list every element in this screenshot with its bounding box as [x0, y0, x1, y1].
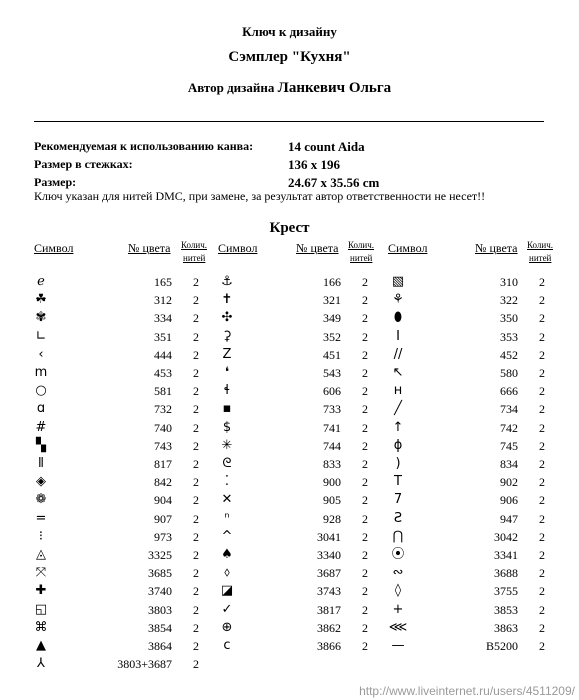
color-number: 666 — [500, 384, 518, 399]
circle-dot-icon: ⦿ — [391, 547, 405, 562]
chevrons-left-icon: ⋘ — [388, 619, 408, 635]
plus-icon: + — [392, 601, 404, 617]
color-number: 907 — [154, 511, 172, 526]
color-number: 3685 — [148, 566, 172, 581]
thread-count: 2 — [362, 584, 368, 599]
angle-left-icon: ‹ — [38, 346, 44, 362]
flower-icon: ✾ — [35, 310, 47, 326]
thread-count: 2 — [362, 420, 368, 435]
letter-i-icon: I — [396, 328, 400, 344]
thread-count: 2 — [539, 566, 545, 581]
author-name: Ланкевич Ольга — [277, 80, 392, 96]
thread-count: 2 — [362, 511, 368, 526]
color-number: 902 — [500, 475, 518, 490]
thread-count: 2 — [539, 602, 545, 617]
square-corner-icon: ◱ — [34, 601, 48, 617]
thread-count: 2 — [193, 548, 199, 562]
color-number: 834 — [500, 457, 518, 471]
color-number: 166 — [323, 275, 341, 289]
thread-count: 2 — [193, 566, 199, 581]
thread-count: 2 — [362, 275, 368, 289]
color-number: 947 — [500, 511, 518, 526]
color-number: 3042 — [494, 529, 518, 544]
color-number: 453 — [154, 366, 172, 380]
color-number: 3862 — [317, 620, 341, 635]
header-color-number: № цвета — [475, 241, 518, 255]
small-square-icon: ▪ — [222, 401, 232, 417]
color-number: 3803+3687 — [117, 657, 172, 672]
color-number: 3853 — [494, 602, 518, 617]
thread-count: 2 — [539, 475, 545, 490]
double-slash-icon: // — [393, 346, 403, 362]
thread-count: 2 — [193, 620, 199, 635]
thread-count: 2 — [193, 602, 199, 617]
script-a-icon: ɑ — [36, 401, 46, 417]
design-title: Сэмплер "Кухня" — [228, 49, 351, 65]
thread-count: 2 — [362, 402, 368, 417]
color-number: B5200 — [485, 639, 518, 653]
thread-count: 2 — [193, 402, 199, 417]
color-number: 352 — [323, 329, 341, 344]
thread-count: 2 — [193, 293, 199, 308]
stitches-value: 136 x 196 — [288, 157, 340, 172]
caret-icon: ^ — [221, 528, 233, 544]
script-e-icon: ℯ — [37, 274, 45, 289]
hash-icon: # — [35, 419, 47, 435]
thread-count: 2 — [362, 475, 368, 490]
color-number: 973 — [154, 529, 172, 544]
triangle-icon: ▲ — [36, 638, 46, 653]
thread-count: 2 — [539, 402, 545, 417]
thread-count: 2 — [193, 420, 199, 435]
color-number: 817 — [154, 457, 172, 471]
color-number: 3854 — [148, 620, 172, 635]
header-count-line2: нитей — [350, 253, 373, 263]
divider-line — [34, 121, 544, 122]
color-number: 351 — [154, 329, 172, 344]
letter-m-icon: m — [34, 365, 48, 380]
color-number: 900 — [323, 475, 341, 490]
cross-arrows-icon: ⤧ — [35, 565, 47, 581]
wave-icon: ∾ — [392, 565, 404, 581]
color-number: 732 — [154, 402, 172, 417]
diamond-in-diamond-icon: ◈ — [36, 474, 46, 490]
thread-count: 2 — [539, 293, 545, 308]
color-number: 3740 — [148, 584, 172, 599]
checker-square-icon: ▚ — [36, 437, 46, 453]
color-number: 3687 — [317, 566, 341, 581]
color-number: 3863 — [494, 620, 518, 635]
color-number: 928 — [323, 511, 341, 526]
anchor-icon: ⚓ — [221, 274, 233, 289]
color-number: 3325 — [148, 548, 172, 562]
thread-count: 2 — [362, 639, 368, 653]
small-n-icon: ⁿ — [224, 510, 230, 526]
color-number: 745 — [500, 438, 518, 453]
thread-count: 2 — [362, 620, 368, 635]
thread-count: 2 — [539, 438, 545, 453]
diamond-dot-icon: ⬨ — [224, 565, 230, 581]
color-number: 349 — [323, 311, 341, 326]
color-number: 741 — [323, 420, 341, 435]
header-color-number: № цвета — [296, 241, 339, 255]
half-square-icon: ◪ — [220, 583, 234, 599]
header-count-line2: нитей — [529, 253, 552, 263]
comma-mark-icon: ❛ — [224, 365, 230, 380]
color-number: 606 — [323, 384, 341, 399]
dotted-cross-icon: ⁝ — [38, 528, 44, 544]
thread-count: 2 — [539, 275, 545, 289]
thread-count: 2 — [362, 457, 368, 471]
command-icon: ⌘ — [34, 619, 48, 635]
corner-icon: ∟ — [35, 328, 47, 344]
thread-count: 2 — [362, 566, 368, 581]
slash-icon: ╱ — [394, 401, 402, 417]
thread-count: 2 — [193, 639, 199, 653]
dollar-icon: $ — [222, 419, 232, 435]
color-number: 543 — [323, 366, 341, 380]
color-number: 444 — [154, 347, 172, 362]
triple-bar-icon: ⦀ — [38, 456, 44, 471]
pin-drop-icon: ⚳ — [222, 328, 232, 344]
color-number: 3864 — [148, 639, 172, 653]
equals-icon: = — [35, 510, 47, 526]
header-symbol: Символ — [388, 241, 428, 255]
color-number: 905 — [323, 493, 341, 508]
thread-count: 2 — [193, 311, 199, 326]
color-number: 3341 — [494, 548, 518, 562]
diamond-outline-icon: ◊ — [394, 583, 402, 599]
thread-count: 2 — [539, 311, 545, 326]
thread-count: 2 — [539, 639, 545, 653]
paren-icon: ) — [395, 456, 401, 471]
color-number: 451 — [323, 347, 341, 362]
header-color-number: № цвета — [128, 241, 171, 255]
color-number: 334 — [154, 311, 172, 326]
thread-count: 2 — [193, 438, 199, 453]
color-number: 742 — [500, 420, 518, 435]
letter-t-icon: T — [394, 474, 402, 490]
canvas-value: 14 count Aida — [288, 139, 365, 154]
size-value: 24.67 x 35.56 cm — [288, 175, 380, 190]
thread-count: 2 — [539, 329, 545, 344]
y-shape-icon: ⅄ — [37, 656, 45, 672]
thread-count: 2 — [193, 475, 199, 490]
latin-cross-icon: ✝ — [221, 292, 233, 308]
thread-count: 2 — [193, 457, 199, 471]
two-dots-icon: ⁚ — [224, 474, 230, 490]
canvas-label: Рекомендуемая к использованию канва: — [34, 139, 254, 153]
thread-count: 2 — [362, 493, 368, 508]
four-petal-cross-icon: ✣ — [221, 310, 233, 326]
thread-count: 2 — [539, 384, 545, 399]
loop-l-icon: ɬ — [223, 383, 231, 399]
header-count-line1: Колич. — [181, 240, 208, 250]
color-number: 3688 — [494, 566, 518, 581]
thread-count: 2 — [539, 584, 545, 599]
color-number: 734 — [500, 402, 518, 417]
section-title: Крест — [269, 220, 310, 236]
key-title: Ключ к дизайну — [242, 24, 337, 39]
header-count-line1: Колич. — [527, 240, 554, 250]
triangle-dot-icon: ◬ — [36, 547, 46, 562]
gear-flower-icon: ❁ — [35, 492, 47, 508]
dmc-note: Ключ указан для нитей DMC, при замене, за результат автор ответственности не несет!! — [34, 189, 486, 203]
thread-count: 2 — [362, 366, 368, 380]
pin-arrow-icon: ↖ — [392, 365, 404, 380]
x-mark-icon: ✕ — [221, 492, 233, 508]
color-number: 904 — [154, 493, 172, 508]
color-number: 3755 — [494, 584, 518, 599]
spade-icon: ♠ — [221, 547, 233, 562]
color-number: 3803 — [148, 602, 172, 617]
thread-count: 2 — [193, 529, 199, 544]
circle-outline-icon: ○ — [35, 383, 47, 399]
thread-count: 2 — [539, 511, 545, 526]
color-number: 743 — [154, 438, 172, 453]
header-symbol: Символ — [218, 241, 258, 255]
trefoil-icon: ☘ — [35, 292, 47, 308]
thread-count: 2 — [362, 329, 368, 344]
thread-count: 2 — [193, 657, 199, 672]
thread-count: 2 — [193, 493, 199, 508]
color-number: 353 — [500, 329, 518, 344]
size-label: Размер: — [34, 175, 77, 189]
thread-count: 2 — [539, 548, 545, 562]
letter-c-icon: c — [223, 638, 231, 653]
color-number: 744 — [323, 438, 341, 453]
thread-count: 2 — [362, 548, 368, 562]
color-number: 310 — [500, 275, 518, 289]
color-number: 165 — [154, 275, 172, 289]
color-number: 833 — [323, 457, 341, 471]
color-number: 3866 — [317, 639, 341, 653]
thread-count: 2 — [539, 420, 545, 435]
thread-count: 2 — [193, 366, 199, 380]
letter-z-icon: Z — [222, 346, 232, 362]
asterisk-icon: ✳ — [221, 437, 233, 453]
thread-count: 2 — [539, 493, 545, 508]
reverse-s-icon: Ƨ — [393, 510, 403, 526]
header-count-line1: Колич. — [348, 240, 375, 250]
dash-icon: — — [391, 638, 405, 653]
color-number: 842 — [154, 475, 172, 490]
thread-count: 2 — [539, 529, 545, 544]
thread-count: 2 — [193, 347, 199, 362]
thread-count: 2 — [193, 584, 199, 599]
thread-count: 2 — [193, 384, 199, 399]
thread-count: 2 — [362, 347, 368, 362]
color-number: 906 — [500, 493, 518, 508]
thread-count: 2 — [362, 384, 368, 399]
color-number: 3817 — [317, 602, 341, 617]
phi-icon: ɸ — [393, 437, 403, 453]
seven-icon: 7 — [393, 492, 403, 508]
pill-icon: ⬮ — [393, 310, 403, 326]
thread-count: 2 — [362, 438, 368, 453]
color-number: 733 — [323, 402, 341, 417]
stitches-label: Размер в стежках: — [34, 157, 133, 171]
thread-count: 2 — [193, 511, 199, 526]
thread-count: 2 — [362, 311, 368, 326]
color-number: 452 — [500, 347, 518, 362]
flower-cluster-icon: ⚘ — [392, 292, 404, 308]
heavy-plus-icon: ✚ — [35, 583, 47, 599]
author-line — [0, 80, 579, 97]
watermark[interactable]: http://www.liveinternet.ru/users/4511209/ — [359, 684, 575, 698]
color-number: 350 — [500, 311, 518, 326]
circle-plus-icon: ⊕ — [221, 619, 233, 635]
arrow-up-icon: ↑ — [392, 419, 404, 435]
header-symbol: Символ — [34, 241, 74, 255]
color-number: 3743 — [317, 584, 341, 599]
thread-count: 2 — [539, 366, 545, 380]
thread-count: 2 — [539, 347, 545, 362]
letter-n-cyrillic-icon: н — [393, 383, 403, 399]
thread-count: 2 — [539, 620, 545, 635]
arch-icon: ⋂ — [392, 528, 404, 544]
spiral-icon: ᘓ — [222, 456, 232, 471]
color-number: 312 — [154, 293, 172, 308]
thread-count: 2 — [362, 529, 368, 544]
thread-count: 2 — [539, 457, 545, 471]
color-number: 3041 — [317, 529, 341, 544]
thread-count: 2 — [193, 329, 199, 344]
thread-count: 2 — [193, 275, 199, 289]
thread-count: 2 — [362, 293, 368, 308]
author-prefix: Автор дизайна — [187, 80, 278, 95]
hatched-square-icon: ▧ — [391, 274, 405, 289]
color-number: 581 — [154, 384, 172, 399]
color-number: 580 — [500, 366, 518, 380]
checkmark-icon: ✓ — [221, 601, 233, 617]
thread-count: 2 — [362, 602, 368, 617]
color-number: 3340 — [317, 548, 341, 562]
color-number: 322 — [500, 293, 518, 308]
color-number: 321 — [323, 293, 341, 308]
header-count-line2: нитей — [183, 253, 206, 263]
color-number: 740 — [154, 420, 172, 435]
